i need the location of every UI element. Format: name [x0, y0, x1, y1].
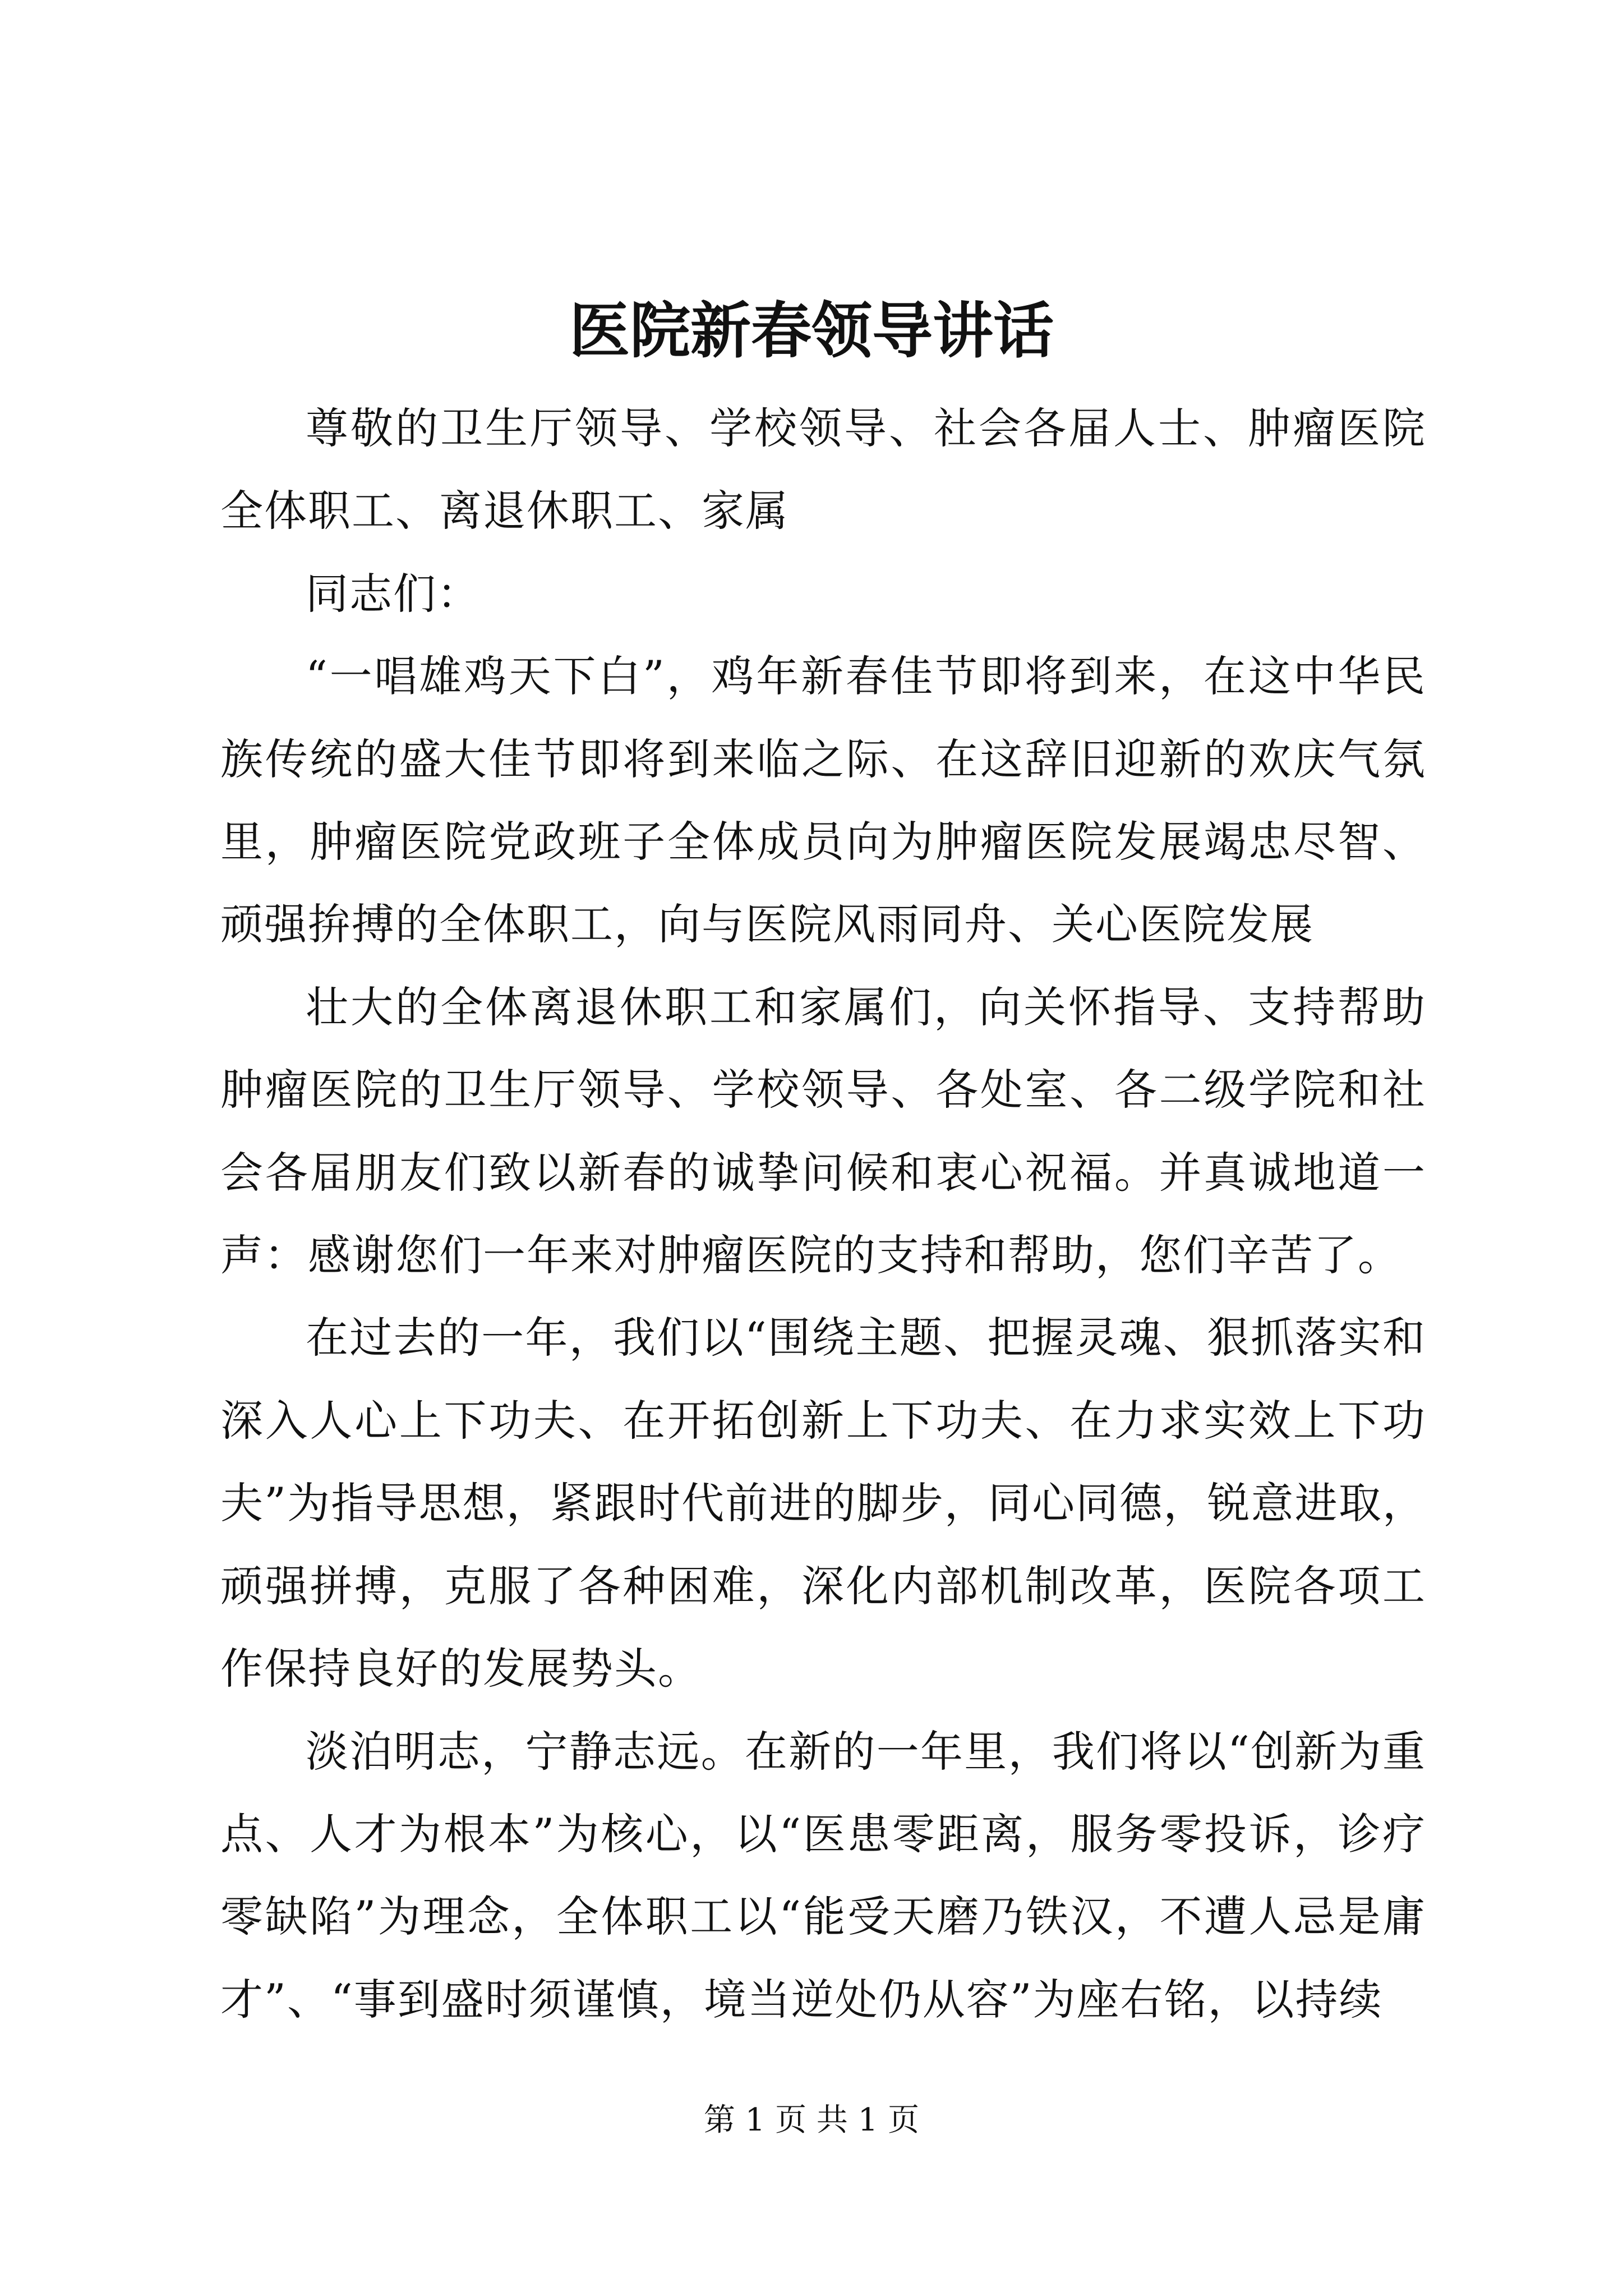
- paragraph-salutation: 尊敬的卫生厅领导、学校领导、社会各届人士、肿瘤医院全体职工、离退休职工、家属: [220, 403, 1426, 536]
- document-title: 医院新春领导讲话: [569, 296, 1054, 366]
- paragraph-past-year: 在过去的一年，我们以“围绕主题、把握灵魂、狠抓落实和深入人心上下功夫、在开拓创新上下功夫、在力求实效上下功夫”为指导思想，紧跟时代前进的脚步，同心同德，锐意进取，顽强拼搏，克服了各种困难，深化内部机制改革，医院各项工作保持良好的发展势头。: [220, 1313, 1426, 1694]
- page-footer: 第 1 页 共 1 页: [703, 2102, 920, 2138]
- paragraph-new-year-wishes: “一唱雄鸡天下白”，鸡年新春佳节即将到来，在这中华民族传统的盛大佳节即将到来临之际、在这辞旧迎新的欢庆气氛里，肿瘤医院党政班子全体成员向为肿瘤医院发展竭忠尽智、顽强拚搏的全体职工，向与医院风雨同舟、关心医院发展: [220, 651, 1426, 950]
- document-body: [220, 387, 1426, 2041]
- paragraph-new-year-plan: 淡泊明志，宁静志远。在新的一年里，我们将以“创新为重点、人才为根本”为核心，以“医患零距离，服务零投诉，诊疗零缺陷”为理念，全体职工以“能受天磨乃铁汉，不遭人忌是庸才”、“事到盛时须谨慎，境当逆处仍从容”为座右铭，以持续: [220, 1726, 1426, 2024]
- paragraph-thanks: 壮大的全体离退休职工和家属们，向关怀指导、支持帮助肿瘤医院的卫生厅领导、学校领导、各处室、各二级学院和社会各届朋友们致以新春的诚挚问候和衷心祝福。并真诚地道一声：感谢您们一年来对肿瘤医院的支持和帮助，您们辛苦了。: [220, 982, 1426, 1281]
- paragraph-greeting: 同志们：: [306, 568, 481, 619]
